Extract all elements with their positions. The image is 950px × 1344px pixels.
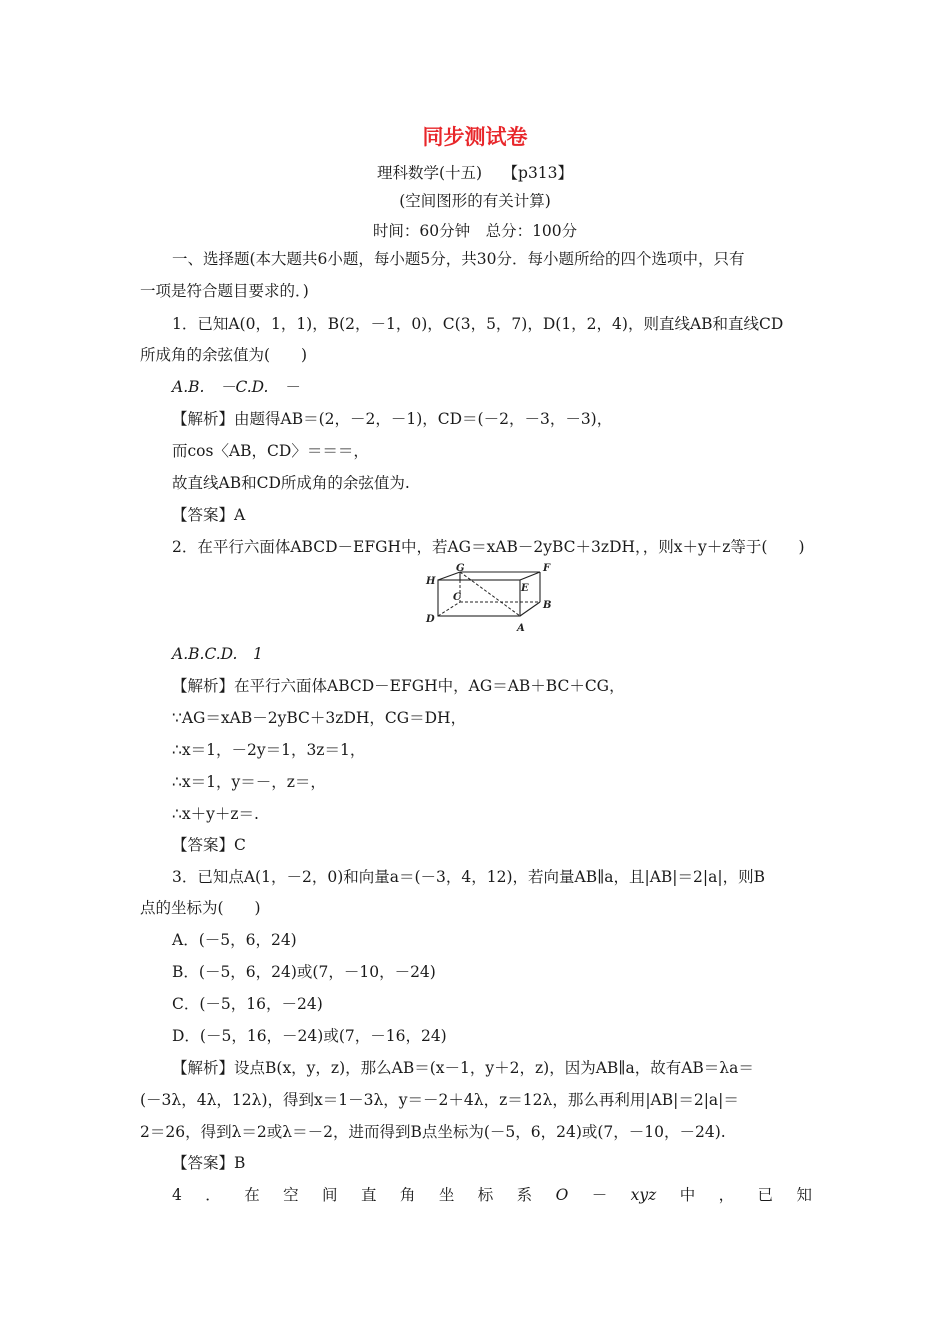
q4-token: 坐 xyxy=(438,1186,455,1204)
q1-options: A.B. －C.D. － xyxy=(172,378,300,396)
label-e: E xyxy=(521,583,529,594)
q3-answer: 【答案】B xyxy=(172,1154,246,1172)
q1-solution-2: 而cos〈AB，CD〉＝＝＝， xyxy=(172,442,369,460)
q3-option-b: B．(－5，6，24)或(7，－10，－24) xyxy=(172,963,436,981)
label-g: G xyxy=(456,563,465,574)
label-h: H xyxy=(426,576,436,587)
q4-token: － xyxy=(591,1186,608,1204)
q3-option-c: C．(－5，16，－24) xyxy=(172,995,323,1013)
subject-line xyxy=(0,162,950,184)
q1-solution-1: 【解析】由题得AB＝(2，－2，－1)，CD＝(－2，－3，－3)， xyxy=(172,410,613,428)
q2-solution-2: ∵AG＝xAB－2yBC＋3zDH，CG＝DH， xyxy=(172,709,467,727)
page-title: 同步测试卷 xyxy=(422,124,528,149)
label-b: B xyxy=(543,600,552,611)
q1-answer: 【答案】A xyxy=(172,506,246,524)
q4-token: ． xyxy=(205,1186,221,1204)
q1-stem-2: 所成角的余弦值为( ) xyxy=(140,346,308,364)
q1-stem-1: 1．已知A(0，1，1)，B(2，－1，0)，C(3，5，7)，D(1，2，4)，则直线AB和直线CD xyxy=(172,315,784,333)
q2-solution-3: ∴x＝1，－2y＝1，3z＝1， xyxy=(172,741,366,759)
q2-stem: 2．在平行六面体ABCD－EFGH中，若AG＝xAB－2yBC＋3zDH，，则x＋y＋z等于( ) xyxy=(172,538,805,556)
q3-option-d: D．(－5，16，－24)或(7，－16，24) xyxy=(172,1027,447,1045)
q2-solution-1: 【解析】在平行六面体ABCD－EFGH中，AG＝AB＋BC＋CG， xyxy=(172,677,625,695)
page-ref: 【p313】 xyxy=(502,164,574,182)
q3-solution-1: 【解析】设点B(x，y，z)，那么AB＝(x－1，y＋2，z)，因为AB∥a，故有AB＝λa＝ xyxy=(172,1059,754,1077)
q4-token: 系 xyxy=(516,1186,533,1204)
q3-stem-2: 点的坐标为( ) xyxy=(140,899,261,917)
exam-meta: 时间：60分钟 总分：100分 xyxy=(372,222,578,240)
q3-stem-1: 3．已知点A(1，－2，0)和向量a＝(－3，4，12)，若向量AB∥a，且|AB|＝2|a|，则B xyxy=(172,868,765,886)
q2-solution-5: ∴x＋y＋z＝. xyxy=(172,805,259,823)
q4-token: 间 xyxy=(322,1186,338,1204)
label-d: D xyxy=(426,614,435,625)
q1-solution-3: 故直线AB和CD所成角的余弦值为. xyxy=(172,474,410,492)
q4-token: 中 xyxy=(679,1186,696,1204)
q4-token: 已 xyxy=(757,1186,774,1204)
topic: (空间图形的有关计算) xyxy=(399,192,551,210)
q4-token: 空 xyxy=(283,1186,299,1204)
q4-token: O xyxy=(555,1186,569,1204)
q4-token: 知 xyxy=(796,1186,812,1204)
label-c: C xyxy=(453,592,461,603)
label-a: A xyxy=(517,623,525,634)
subject: 理科数学(十五) xyxy=(376,164,483,182)
q4-token: 4 xyxy=(172,1186,182,1204)
q4-token: xyz xyxy=(630,1186,657,1204)
q2-options: A.B.C.D. 1 xyxy=(172,645,263,663)
q4-token: 在 xyxy=(244,1186,260,1204)
q4-token: ， xyxy=(718,1186,735,1204)
section-intro-2: 一项是符合题目要求的．) xyxy=(140,282,309,300)
q4-token: 标 xyxy=(477,1186,494,1204)
q2-solution-4: ∴x＝1，y＝－，z＝， xyxy=(172,773,326,791)
q4-token: 角 xyxy=(399,1186,416,1204)
parallelepiped-figure xyxy=(420,562,560,638)
section-intro-1: 一、选择题(本大题共6小题，每小题5分，共30分．每小题所给的四个选项中，只有 xyxy=(172,250,745,268)
q3-solution-2: (－3λ，4λ，12λ)，得到x＝1－3λ，y＝－2＋4λ，z＝12λ，那么再利用|AB|＝2|a|＝ xyxy=(140,1091,739,1109)
q3-option-a: A．(－5，6，24) xyxy=(172,931,297,949)
q4-token: 直 xyxy=(360,1186,377,1204)
q3-solution-3: 2＝26，得到λ＝2或λ＝－2，进而得到B点坐标为(－5，6，24)或(7，－10，－24). xyxy=(140,1123,726,1141)
q2-answer: 【答案】C xyxy=(172,836,246,854)
label-f: F xyxy=(543,563,551,574)
q4-stem xyxy=(172,1184,812,1206)
